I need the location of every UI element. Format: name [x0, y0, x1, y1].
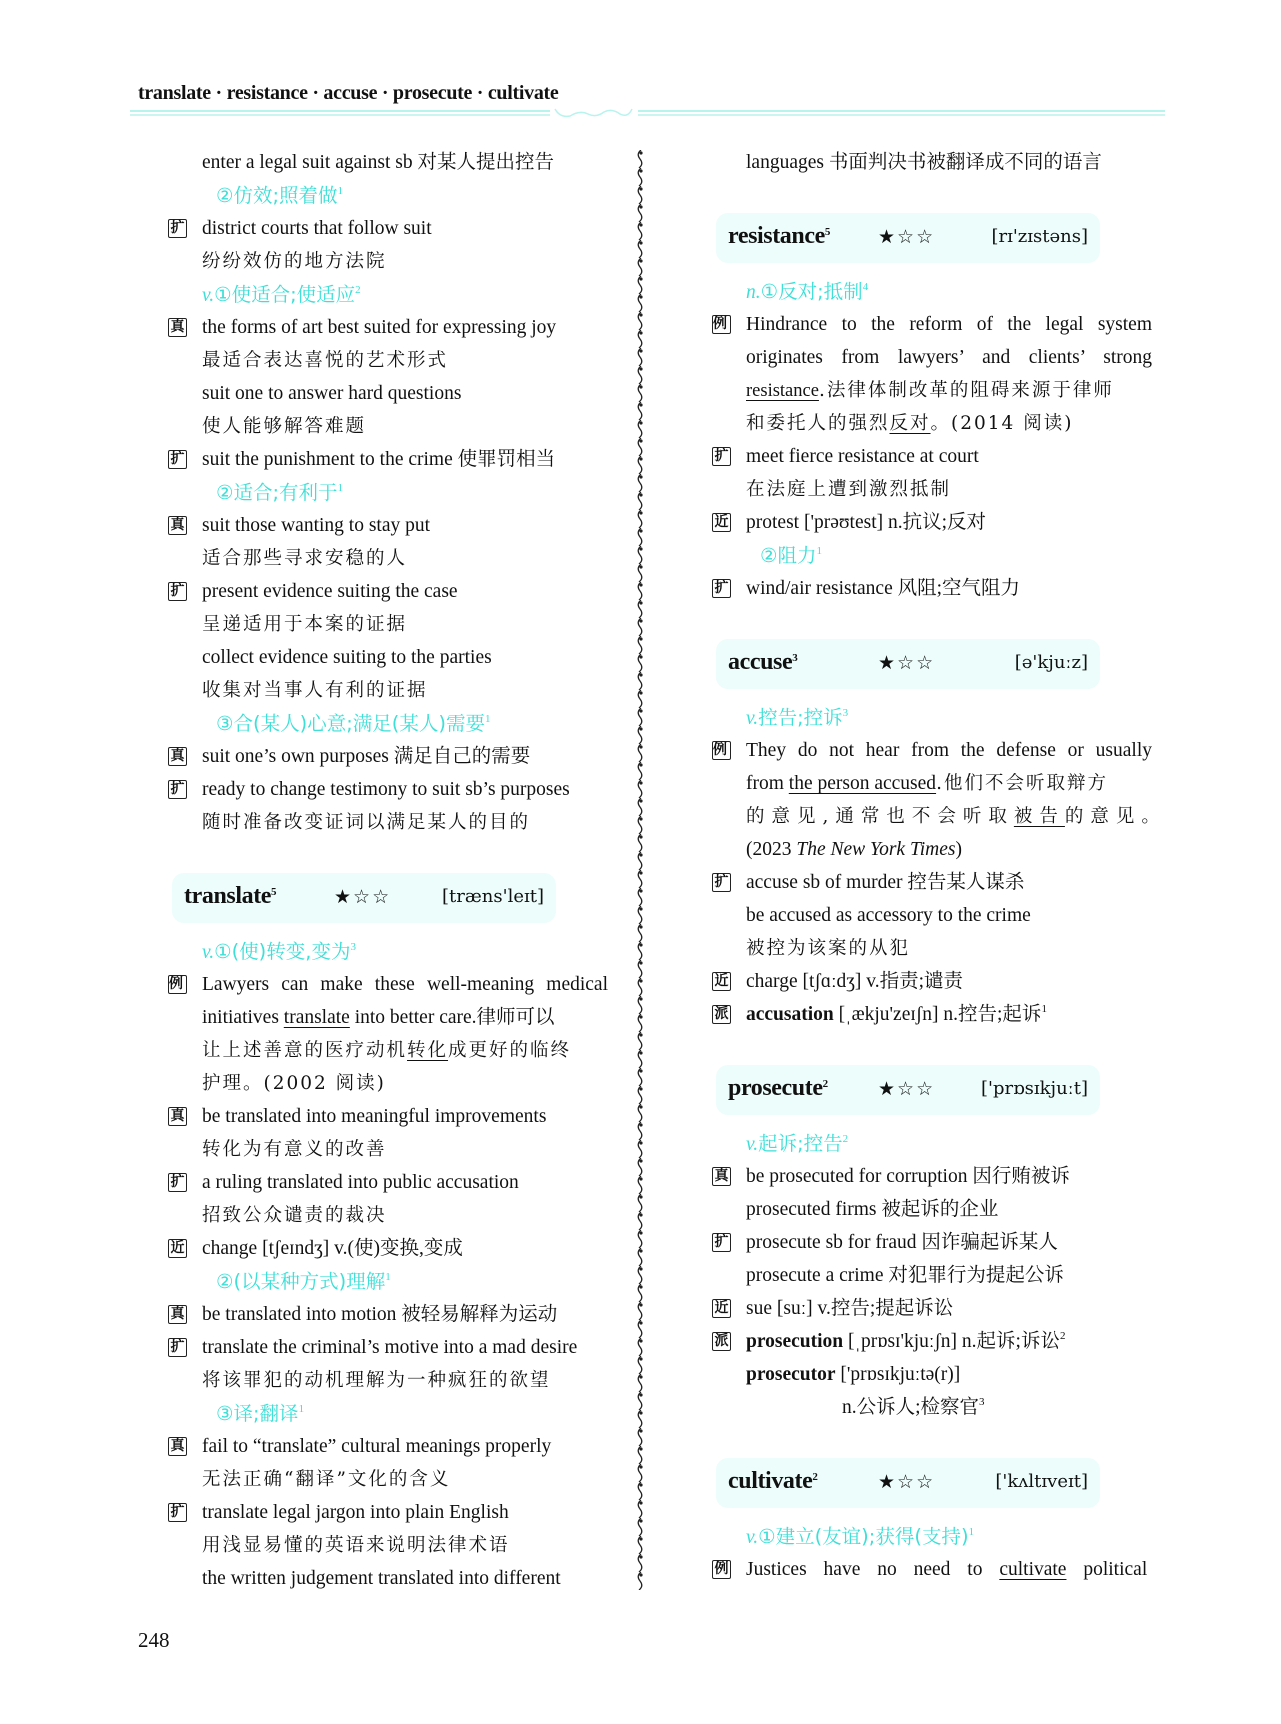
entry-text: fail to “translate” cultural meanings properly: [202, 1436, 552, 1457]
derived-text: ['prɒsɪkjuːtə(r)]: [835, 1364, 961, 1385]
example-text: 的意见,通常也不会听取: [746, 806, 1014, 827]
example-text: Justices have no need to: [746, 1559, 1000, 1580]
derived-tag-icon: 派: [712, 1005, 731, 1024]
example-text: 让上述善意的医疗动机: [202, 1040, 408, 1061]
entry-line: prosecute a crime 对犯罪行为提起公诉: [746, 1265, 1064, 1286]
headword-box-resistance: [716, 213, 1100, 263]
frequency-sup: 1: [298, 1403, 305, 1415]
sense-text: ②仿效;照着做: [216, 184, 338, 207]
phonetic: [træns'leɪt]: [442, 886, 544, 907]
entry-line: [712, 572, 1152, 605]
example-source-line: [712, 833, 1152, 866]
example-text: They do not hear from the defense or usually: [746, 740, 1152, 761]
example-text: Hindrance to the reform of the legal system: [746, 314, 1152, 335]
sense-text: ①(使)转变,变为: [214, 940, 351, 963]
headword-box-accuse: [716, 639, 1100, 689]
derived-text: [ˌækju'zeɪʃn] n.控告;起诉: [833, 1004, 1042, 1025]
example-text: Lawyers can make these well-meaning medical: [202, 974, 608, 995]
example-line: [712, 308, 1152, 341]
entry-line-zh: 招致公众谴责的裁决: [202, 1205, 387, 1226]
headword-text: translate: [184, 883, 272, 909]
entry-text: translate legal jargon into plain English: [202, 1502, 509, 1523]
entry-line: [168, 1496, 608, 1529]
frequency-sup: 3: [350, 941, 356, 953]
example-line: [168, 1001, 608, 1034]
frequency-sup: 3: [979, 1396, 985, 1408]
ext-tag-icon: 扩: [168, 219, 187, 238]
phonetic: ['prɒsɪkjuːt]: [980, 1078, 1088, 1099]
entry-line: [168, 1298, 608, 1331]
frequency-sup: 2: [812, 1471, 818, 1483]
frequency-sup: 1: [484, 713, 491, 725]
underlined-keyword: 反对: [889, 413, 931, 434]
frequency-sup: 4: [862, 281, 869, 293]
entry-text: suit those wanting to stay put: [202, 515, 431, 536]
page-number: 248: [138, 1628, 170, 1652]
derived-text: n.公诉人;检察官: [842, 1397, 980, 1418]
entry-line: [168, 740, 608, 773]
entry-line-zh: 将该罪犯的动机理解为一种疯狂的欲望: [202, 1370, 551, 1391]
headword-box-translate: [172, 873, 556, 923]
star-rating-icon: ★☆☆: [878, 1471, 936, 1493]
entry-text: accuse sb of murder 控告某人谋杀: [746, 872, 1025, 893]
entry-line-zh: 纷纷效仿的地方法院: [202, 251, 387, 272]
sense-text: 控告;控诉: [758, 706, 843, 729]
real-tag-icon: 真: [168, 1437, 187, 1456]
real-tag-icon: 真: [712, 1167, 731, 1186]
example-text: initiatives: [202, 1007, 284, 1028]
example-line-zh: [168, 1034, 608, 1067]
entry-text: suit one’s own purposes 满足自己的需要: [202, 746, 531, 767]
entry-text: be translated into motion 被轻易解释为运动: [202, 1304, 558, 1325]
entry-line: [712, 440, 1152, 473]
entry-text: wind/air resistance 风阻;空气阻力: [746, 578, 1021, 599]
entry-line-zh: 用浅显易懂的英语来说明法律术语: [202, 1535, 510, 1556]
entry-text: district courts that follow suit: [202, 218, 432, 239]
entry-line: [168, 1430, 608, 1463]
derived-def-line: [712, 1391, 1152, 1424]
ext-tag-icon: 扩: [168, 582, 187, 601]
frequency-sup: 3: [792, 652, 798, 664]
example-line: [712, 1553, 1152, 1586]
headword: [728, 223, 830, 250]
sense-heading: [168, 278, 608, 311]
example-line-zh: [712, 800, 1167, 833]
sense-text: ②适合;有利于: [216, 481, 338, 504]
entry-text: the forms of art best suited for expressing joy: [202, 317, 557, 338]
left-column: [168, 146, 608, 1595]
frequency-sup: 1: [337, 482, 344, 494]
star-rating-icon: ★☆☆: [878, 652, 936, 674]
entry-line: prosecuted firms 被起诉的企业: [746, 1199, 999, 1220]
ext-tag-icon: 扩: [168, 1338, 187, 1357]
derived-word: prosecutor: [746, 1364, 836, 1385]
entry-text: be translated into meaningful improvements: [202, 1106, 547, 1127]
source-text: ): [955, 839, 962, 860]
entry-text: be prosecuted for corruption 因行贿被诉: [746, 1166, 1070, 1187]
right-column: [712, 146, 1167, 1586]
frequency-sup: 2: [355, 284, 361, 296]
entry-line-zh: 随时准备改变证词以满足某人的目的: [202, 812, 531, 833]
underlined-keyword: 被告: [1013, 806, 1065, 827]
headword-text: cultivate: [728, 1468, 813, 1494]
derived-text: [ˌprɒsɪ'kjuːʃn] n.起诉;诉讼: [843, 1331, 1060, 1352]
example-text: .他们不会听取辩方: [936, 773, 1108, 794]
entry-line: [712, 866, 1152, 899]
headword-box-prosecute: [716, 1065, 1100, 1115]
example-text: from: [746, 773, 789, 794]
example-text: 的意见。: [1064, 806, 1167, 827]
entry-line-zh: 呈递适用于本案的证据: [202, 614, 408, 635]
example-line: [712, 767, 1152, 800]
frequency-sup: 1: [968, 1526, 975, 1538]
derived-tag-icon: 派: [712, 1332, 731, 1351]
sense-heading: [168, 476, 608, 509]
near-tag-icon: 近: [712, 1299, 731, 1318]
ext-tag-icon: 扩: [168, 780, 187, 799]
real-tag-icon: 真: [168, 1107, 187, 1126]
pos-label: v.: [746, 1134, 759, 1155]
entry-line: [168, 575, 608, 608]
derived-word: prosecution: [746, 1331, 844, 1352]
entry-line: [712, 1160, 1152, 1193]
sense-heading: [168, 179, 608, 212]
real-tag-icon: 真: [168, 318, 187, 337]
example-tag-icon: 例: [712, 1560, 731, 1579]
headword-text: accuse: [728, 649, 793, 675]
entry-line-zh: 在法庭上遭到激烈抵制: [746, 479, 952, 500]
pos-label: v.: [202, 285, 215, 306]
entry-line: enter a legal suit against sb 对某人提出控告: [202, 152, 555, 173]
frequency-sup: 1: [816, 545, 822, 557]
entry-line-zh: 被控为该案的从犯: [746, 938, 911, 959]
example-line: originates from lawyers’ and clients’ strong: [746, 347, 1152, 368]
frequency-sup: 2: [822, 1078, 828, 1090]
entry-line: suit one to answer hard questions: [202, 383, 462, 404]
sense-text: ③译;翻译: [216, 1402, 299, 1425]
entry-line: [168, 1331, 608, 1364]
pos-label: v.: [746, 1527, 759, 1548]
phonetic: ['kʌltɪveɪt]: [995, 1471, 1088, 1492]
sense-heading: [712, 275, 1152, 308]
derived-line: [712, 1358, 1152, 1391]
example-line: [712, 734, 1152, 767]
example-line: [168, 968, 608, 1001]
real-tag-icon: 真: [168, 747, 187, 766]
derived-line: [712, 998, 1152, 1031]
ext-tag-icon: 扩: [168, 450, 187, 469]
pos-label: v.: [746, 708, 759, 729]
headword: [728, 1075, 828, 1102]
entry-line-zh: 转化为有意义的改善: [202, 1139, 387, 1160]
sense-heading: [712, 539, 1152, 572]
frequency-sup: 2: [842, 1133, 849, 1145]
near-tag-icon: 近: [168, 1239, 187, 1258]
synonym-line: [712, 1292, 1152, 1325]
entry-line: be accused as accessory to the crime: [746, 905, 1031, 926]
entry-text: a ruling translated into public accusation: [202, 1172, 519, 1193]
headword: [728, 1468, 817, 1495]
source-text: (2023: [746, 839, 797, 860]
sense-text: ①反对;抵制: [760, 280, 863, 303]
example-tag-icon: 例: [712, 741, 731, 760]
near-tag-icon: 近: [712, 972, 731, 991]
entry-text: translate the criminal’s motive into a mad desire: [202, 1337, 578, 1358]
sense-text: ②(以某种方式)理解: [216, 1270, 386, 1293]
frequency-sup: 1: [385, 1271, 391, 1283]
underlined-keyword: the person accused: [788, 773, 937, 794]
frequency-sup: 5: [271, 886, 277, 898]
sense-text: ②阻力: [760, 544, 817, 567]
frequency-sup: 3: [842, 707, 849, 719]
sense-text: ③合(某人)心意;满足(某人)需要: [216, 712, 485, 735]
pos-label: v.: [202, 942, 215, 963]
ext-tag-icon: 扩: [712, 1233, 731, 1252]
entry-line: [168, 509, 608, 542]
example-text: 。(2014 阅读): [930, 413, 1074, 434]
column-divider-ornament: [632, 150, 648, 1590]
synonym-text: charge [tʃɑːdʒ] v.指责;谴责: [746, 971, 964, 992]
example-text: political: [1066, 1559, 1148, 1580]
entry-line: [168, 443, 608, 476]
sense-heading: [168, 935, 608, 968]
example-tag-icon: 例: [168, 975, 187, 994]
sense-heading: [168, 1397, 608, 1430]
example-line-zh: [712, 407, 1152, 440]
headword: [728, 649, 797, 676]
sense-text: ①建立(友谊);获得(支持): [758, 1525, 969, 1548]
sense-heading: [168, 1265, 608, 1298]
derived-word: accusation: [746, 1004, 834, 1025]
sense-text: 起诉;控告: [758, 1132, 843, 1155]
underlined-keyword: translate: [283, 1007, 350, 1028]
entry-line: [168, 1100, 608, 1133]
frequency-sup: 2: [1059, 1330, 1066, 1342]
example-text: into better care.律师可以: [349, 1007, 555, 1028]
headword-text: prosecute: [728, 1075, 823, 1101]
real-tag-icon: 真: [168, 1305, 187, 1324]
running-header-title: translate · resistance · accuse · prosecute · cultivate: [138, 82, 559, 104]
underlined-keyword: cultivate: [999, 1559, 1067, 1580]
example-tag-icon: 例: [712, 315, 731, 334]
entry-line: the written judgement translated into different: [202, 1568, 561, 1589]
example-text: .法律体制改革的阻碍来源于律师: [818, 380, 1114, 401]
headword: [184, 883, 276, 910]
entry-text: present evidence suiting the case: [202, 581, 458, 602]
sense-heading: [712, 1127, 1152, 1160]
sense-heading: [168, 707, 608, 740]
entry-line-zh: 适合那些寻求安稳的人: [202, 548, 408, 569]
real-tag-icon: 真: [168, 516, 187, 535]
entry-line: [168, 212, 608, 245]
header-ornament-rule: [130, 108, 1165, 120]
entry-line-zh: 收集对当事人有利的证据: [202, 680, 428, 701]
sense-text: ①使适合;使适应: [214, 283, 356, 306]
entry-text: suit the punishment to the crime 使罪罚相当: [202, 449, 556, 470]
synonym-text: sue [suː] v.控告;提起诉讼: [746, 1298, 954, 1319]
source-publication: The New York Times: [796, 839, 956, 860]
example-source-line: 护理。(2002 阅读): [202, 1073, 386, 1094]
ext-tag-icon: 扩: [712, 873, 731, 892]
ext-tag-icon: 扩: [168, 1503, 187, 1522]
phonetic: [rɪ'zɪstəns]: [991, 226, 1088, 247]
frequency-sup: 1: [337, 185, 344, 197]
example-text: 和委托人的强烈: [746, 413, 890, 434]
entry-line: collect evidence suiting to the parties: [202, 647, 492, 668]
ext-tag-icon: 扩: [712, 447, 731, 466]
entry-line: [168, 773, 608, 806]
frequency-sup: 1: [1041, 1003, 1047, 1015]
entry-line-zh: 无法正确“翻译”文化的含义: [202, 1469, 451, 1490]
derived-line: [712, 1325, 1152, 1358]
underlined-keyword: resistance: [746, 381, 819, 401]
entry-text: prosecute sb for fraud 因诈骗起诉某人: [746, 1232, 1058, 1253]
phonetic: [ə'kjuːz]: [1014, 652, 1088, 673]
entry-line: [712, 1226, 1152, 1259]
near-tag-icon: 近: [712, 513, 731, 532]
star-rating-icon: ★☆☆: [878, 226, 936, 248]
synonym-line: [712, 506, 1152, 539]
sense-heading: [712, 701, 1152, 734]
example-text: 成更好的临终: [448, 1040, 572, 1061]
sense-heading: [712, 1520, 1152, 1553]
entry-line: [168, 311, 608, 344]
synonym-line: [712, 965, 1152, 998]
headword-text: resistance: [728, 223, 825, 249]
synonym-text: change [tʃeɪndʒ] v.(使)变换,变成: [202, 1238, 463, 1259]
synonym-text: protest ['prəʊtest] n.抗议;反对: [746, 512, 987, 533]
entry-text: meet fierce resistance at court: [746, 446, 979, 467]
entry-line-zh: 最适合表达喜悦的艺术形式: [202, 350, 449, 371]
synonym-line: [168, 1232, 608, 1265]
headword-box-cultivate: [716, 1458, 1100, 1508]
underlined-keyword: 转化: [407, 1040, 449, 1061]
ext-tag-icon: 扩: [168, 1173, 187, 1192]
example-line: [712, 374, 1152, 407]
star-rating-icon: ★☆☆: [878, 1078, 936, 1100]
ext-tag-icon: 扩: [712, 579, 731, 598]
frequency-sup: 5: [824, 226, 830, 238]
pos-label: n.: [746, 282, 761, 303]
entry-line: [168, 1166, 608, 1199]
star-rating-icon: ★☆☆: [334, 886, 392, 908]
entry-line-zh: 使人能够解答难题: [202, 416, 367, 437]
entry-text: ready to change testimony to suit sb’s purposes: [202, 779, 570, 800]
entry-line: languages 书面判决书被翻译成不同的语言: [746, 152, 1102, 173]
